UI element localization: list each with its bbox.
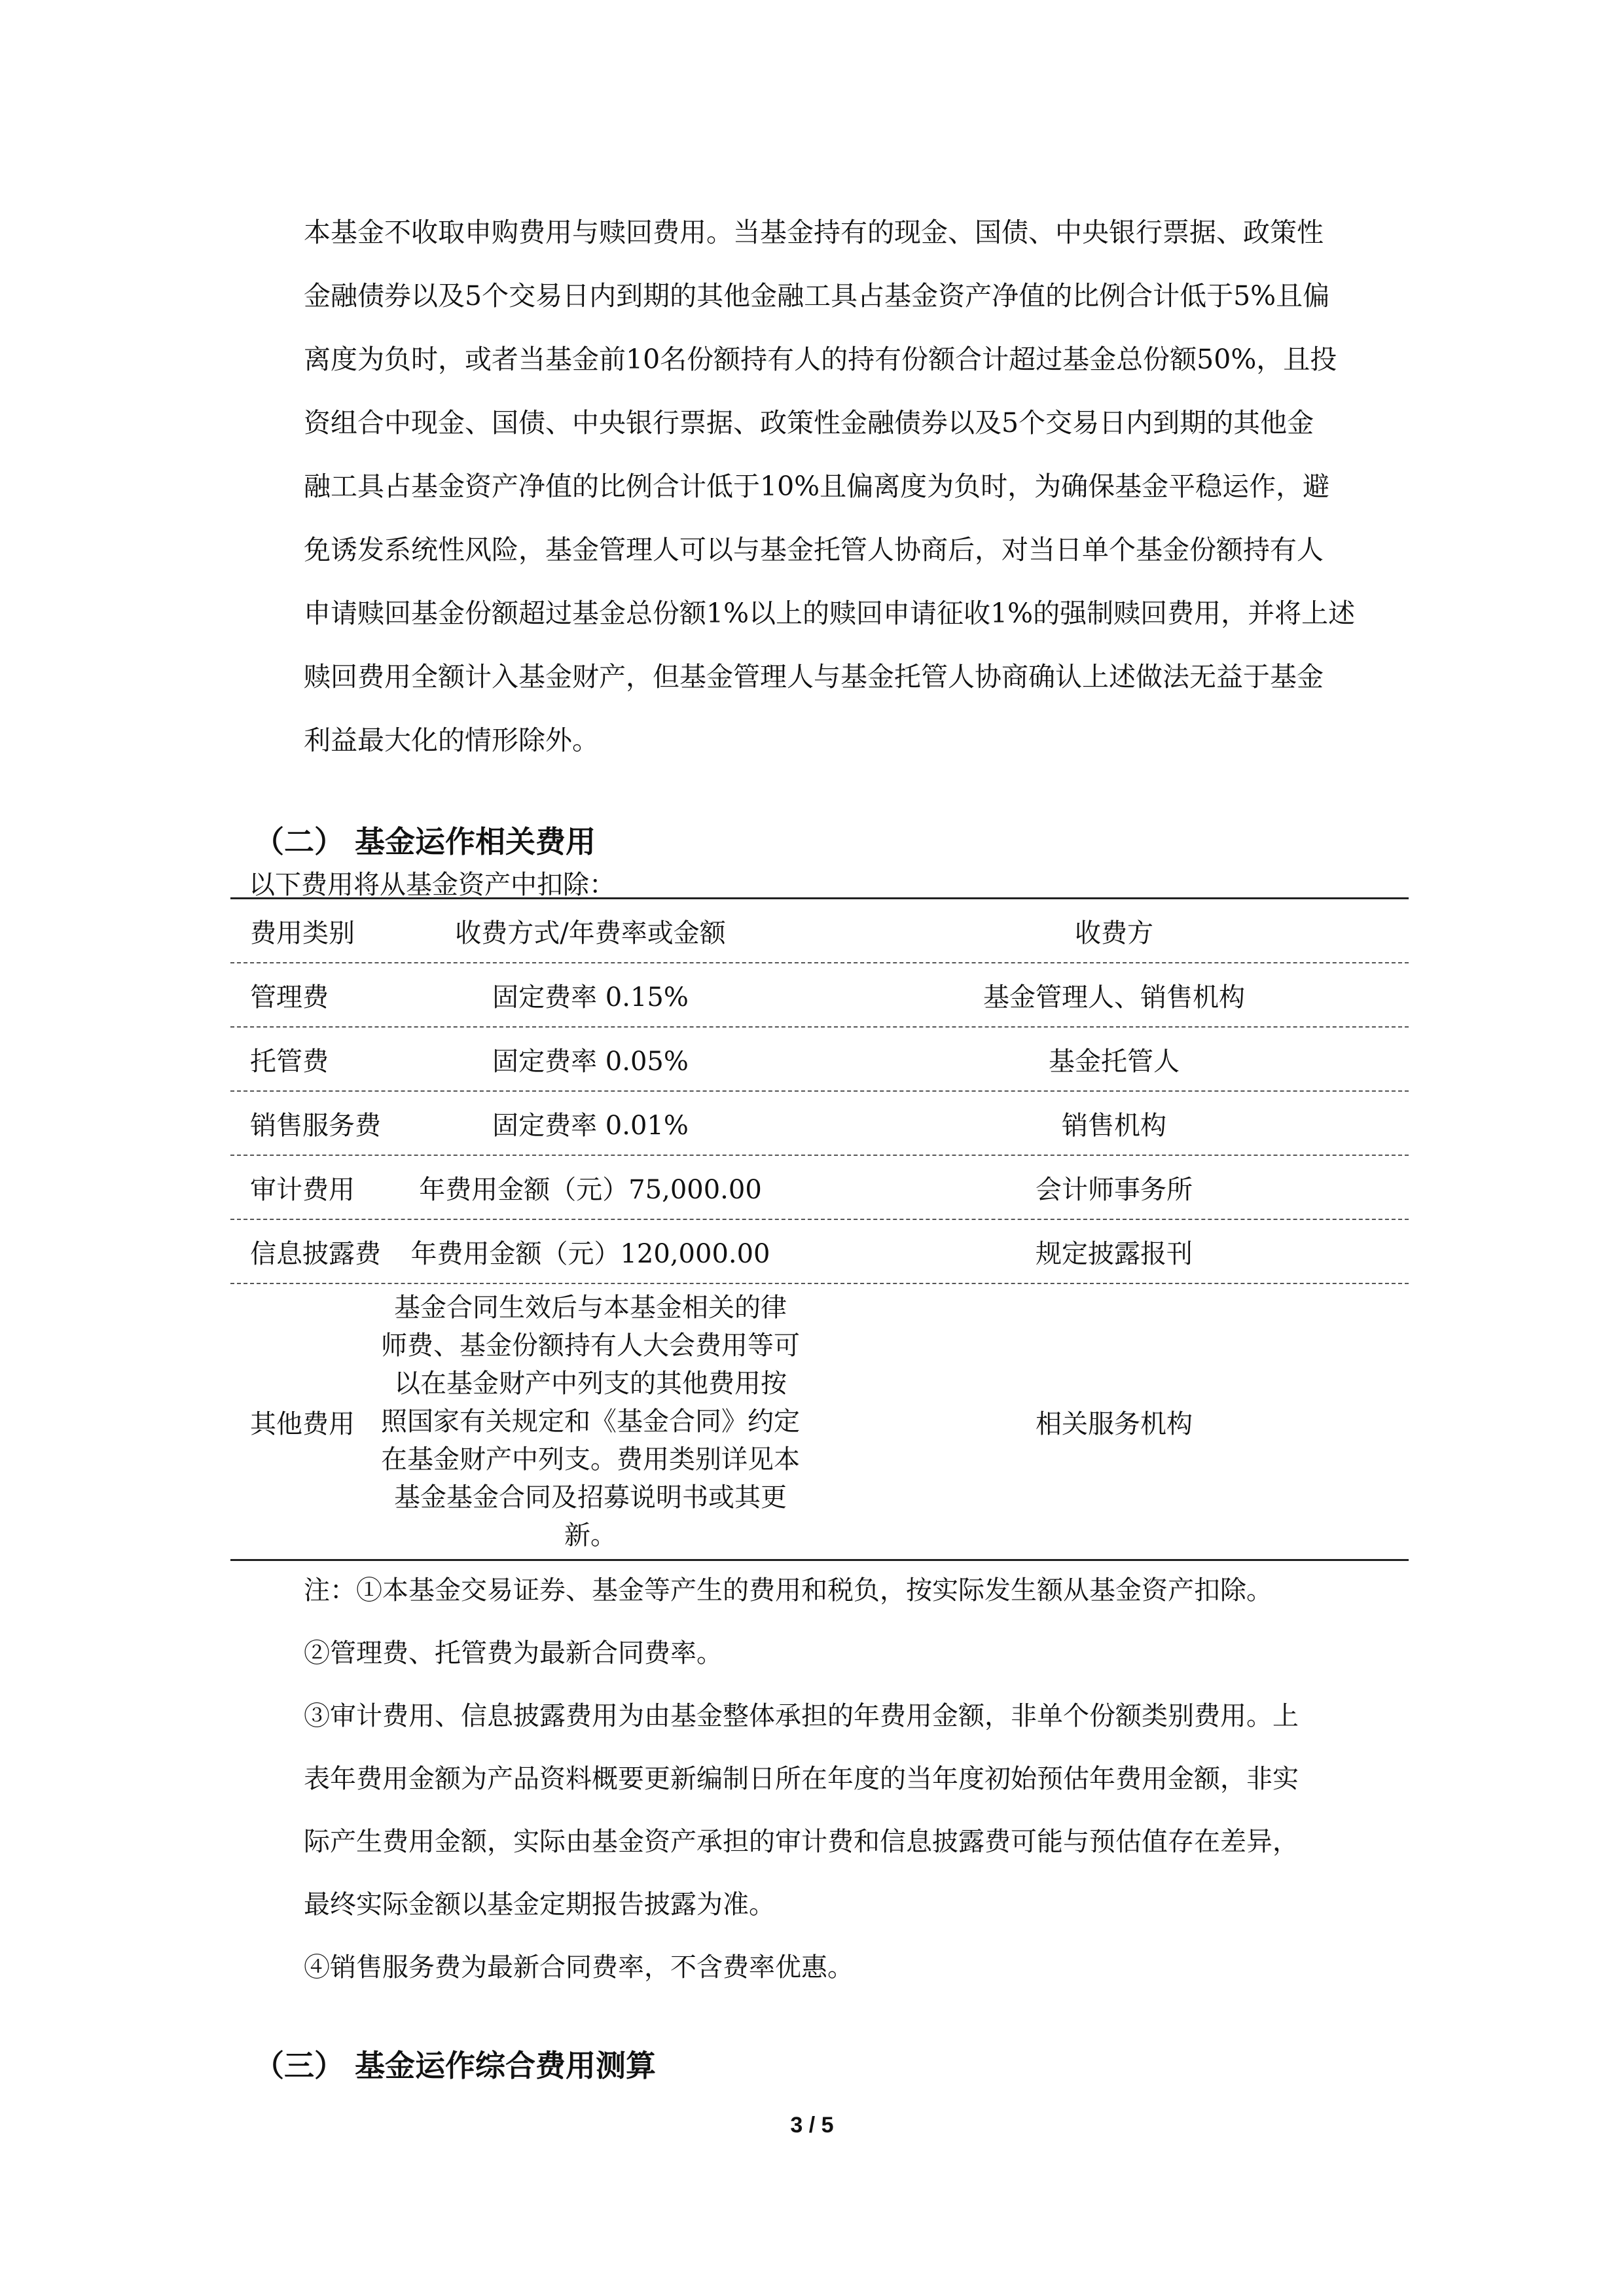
paragraph-line: 利益最大化的情形除外。 [304, 725, 599, 756]
note-line: 表年费用金额为产品资料概要更新编制日所在年度的当年度初始预估年费用金额，非实 [304, 1764, 1299, 1794]
paragraph-line: 资组合中现金、国债、中央银行票据、政策性金融债券以及5个交易日内到期的其他金 [304, 407, 1314, 439]
cell-payee: 会计师事务所 [1036, 1174, 1193, 1205]
cell-method-line: 在基金财产中列支。费用类别详见本 [381, 1444, 800, 1475]
table-row [230, 1028, 1409, 1092]
cell-method-line: 基金基金合同及招募说明书或其更 [394, 1482, 787, 1513]
table-row [230, 963, 1409, 1028]
cell-payee: 销售机构 [1062, 1110, 1166, 1141]
cell-category: 信息披露费 [250, 1238, 381, 1269]
header-method: 收费方式/年费率或金额 [455, 918, 726, 948]
paragraph-line: 金融债券以及5个交易日内到期的其他金融工具占基金资产净值的比例合计低于5%且偏 [304, 280, 1330, 312]
paragraph-line: 申请赎回基金份额超过基金总份额1%以上的赎回申请征收1%的强制赎回费用，并将上述 [304, 598, 1356, 629]
redemption-fee-paragraph [304, 201, 1403, 772]
paragraph-line: 融工具占基金资产净值的比例合计低于10%且偏离度为负时，为确保基金平稳运作，避 [304, 471, 1330, 502]
cell-payee: 基金管理人、销售机构 [983, 982, 1245, 1013]
table-intro-text: 以下费用将从基金资产中扣除： [249, 870, 615, 900]
note-line: 注：①本基金交易证券、基金等产生的费用和税负，按实际发生额从基金资产扣除。 [304, 1575, 1272, 1605]
cell-method-line: 新。 [564, 1520, 617, 1551]
header-category: 费用类别 [250, 918, 355, 948]
paragraph-line: 免诱发系统性风险，基金管理人可以与基金托管人协商后，对当日单个基金份额持有人 [304, 534, 1324, 565]
table-row [230, 1156, 1409, 1220]
table-notes [304, 1559, 1403, 1999]
cell-method: 固定费率 0.15% [492, 982, 689, 1013]
cell-category: 审计费用 [250, 1174, 355, 1205]
header-payee: 收费方 [1075, 918, 1153, 948]
fee-table [230, 897, 1409, 1561]
paragraph-line: 离度为负时，或者当基金前10名份额持有人的持有份额合计超过基金总份额50%，且投 [304, 344, 1337, 375]
cell-method: 固定费率 0.05% [492, 1046, 689, 1077]
note-line: ④销售服务费为最新合同费率，不含费率优惠。 [304, 1952, 854, 1982]
cell-method-line: 照国家有关规定和《基金合同》约定 [381, 1407, 800, 1437]
section-heading-operating-fees: （二） 基金运作相关费用 [254, 824, 596, 859]
note-line: 最终实际金额以基金定期报告披露为准。 [304, 1890, 775, 1920]
page-number: 3 / 5 [790, 2113, 834, 2138]
cell-method: 年费用金额（元）75,000.00 [419, 1174, 762, 1205]
cell-method-line: 基金合同生效后与本基金相关的律 [394, 1293, 787, 1323]
cell-category: 其他费用 [250, 1408, 355, 1439]
section-heading-fee-estimate: （三） 基金运作综合费用测算 [254, 2048, 657, 2083]
cell-payee: 规定披露报刊 [1036, 1238, 1193, 1269]
note-line: ②管理费、托管费为最新合同费率。 [304, 1638, 723, 1668]
cell-method-multiline [361, 1289, 820, 1554]
cell-category: 管理费 [250, 982, 329, 1013]
cell-category: 托管费 [250, 1046, 329, 1077]
cell-payee: 基金托管人 [1049, 1046, 1180, 1077]
note-line: 际产生费用金额，实际由基金资产承担的审计费和信息披露费可能与预估值存在差异， [304, 1827, 1299, 1857]
table-row [230, 1220, 1409, 1284]
note-line: ③审计费用、信息披露费用为由基金整体承担的年费用金额，非单个份额类别费用。上 [304, 1701, 1299, 1731]
cell-category: 销售服务费 [250, 1110, 381, 1141]
cell-method-line: 以在基金财产中列支的其他费用按 [394, 1369, 787, 1399]
cell-method-line: 师费、基金份额持有人大会费用等可 [381, 1331, 800, 1361]
table-header-row [230, 897, 1409, 963]
cell-method: 固定费率 0.01% [492, 1110, 689, 1141]
paragraph-line: 赎回费用全额计入基金财产，但基金管理人与基金托管人协商确认上述做法无益于基金 [304, 661, 1324, 692]
table-row-other-fees [230, 1284, 1409, 1561]
paragraph-line: 本基金不收取申购费用与赎回费用。当基金持有的现金、国债、中央银行票据、政策性 [304, 217, 1324, 248]
table-row [230, 1092, 1409, 1156]
cell-method: 年费用金额（元）120,000.00 [410, 1238, 770, 1269]
cell-payee: 相关服务机构 [1036, 1408, 1193, 1439]
